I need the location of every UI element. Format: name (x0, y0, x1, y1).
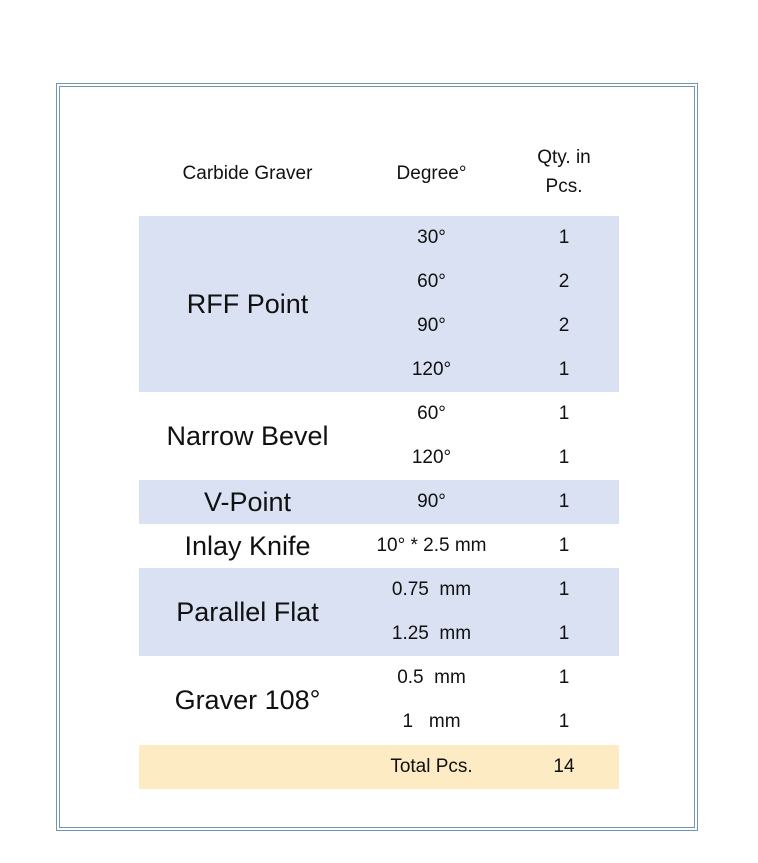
graver-name: Narrow Bevel (166, 420, 329, 451)
graver-group (139, 216, 619, 392)
header-qty (509, 143, 619, 201)
qty-cell: 1 (558, 227, 570, 248)
graver-group (139, 524, 619, 568)
qty-cell: 1 (558, 535, 570, 556)
total-row (139, 745, 619, 789)
qty-cell: 2 (558, 315, 570, 336)
qty-cell: 1 (558, 359, 570, 380)
header-qty-line1: Qty. in (537, 147, 591, 168)
graver-name: Inlay Knife (184, 530, 311, 561)
header-qty-line2: Pcs. (545, 176, 583, 197)
degree-cell: 30° (417, 227, 446, 248)
qty-cell: 1 (558, 623, 570, 644)
graver-group (139, 656, 619, 744)
degree-cell: 60° (417, 271, 446, 292)
graver-name: RFF Point (186, 288, 309, 319)
qty-cell: 1 (558, 579, 570, 600)
qty-cell: 1 (558, 403, 570, 424)
total-qty: 14 (553, 756, 575, 777)
degree-cell: 90° (417, 315, 446, 336)
header-carbide-graver: Carbide Graver (182, 163, 313, 184)
degree-cell: 60° (417, 403, 446, 424)
degree-cell: 1.25 mm (391, 623, 472, 644)
degree-cell: 0.5 mm (397, 667, 466, 688)
graver-group (139, 568, 619, 656)
degree-cell: 10° * 2.5 mm (376, 535, 487, 556)
total-label: Total Pcs. (390, 756, 473, 777)
qty-cell: 2 (558, 271, 570, 292)
qty-cell: 1 (558, 447, 570, 468)
graver-name: V-Point (203, 486, 292, 517)
degree-cell: 1 mm (402, 711, 461, 732)
qty-cell: 1 (558, 711, 570, 732)
graver-name: Parallel Flat (176, 596, 319, 627)
qty-cell: 1 (558, 491, 570, 512)
degree-cell: 120° (411, 359, 452, 380)
degree-cell: 0.75 mm (391, 579, 472, 600)
degree-cell: 90° (417, 491, 446, 512)
degree-cell: 120° (411, 447, 452, 468)
graver-group (139, 480, 619, 524)
header-degree: Degree° (396, 163, 467, 184)
qty-cell: 1 (558, 667, 570, 688)
graver-group (139, 392, 619, 480)
graver-name: Graver 108° (174, 684, 321, 715)
